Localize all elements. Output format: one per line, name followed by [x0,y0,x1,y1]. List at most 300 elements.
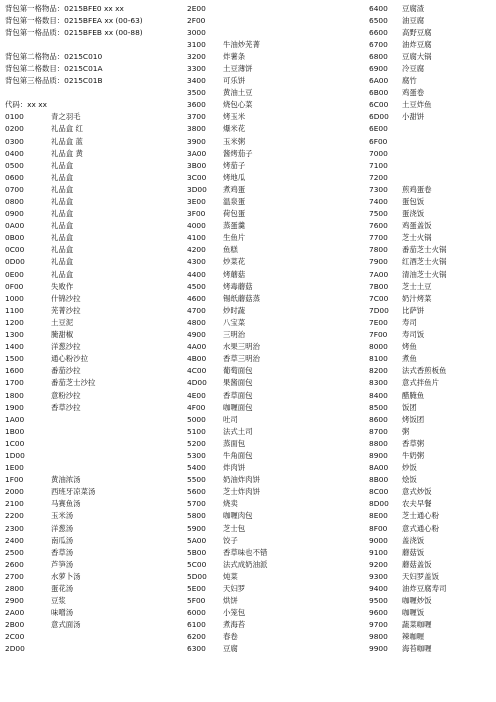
item-code: 4900 [187,330,206,340]
table-row [369,123,446,135]
item-code: 7600 [369,221,388,231]
item-code: 9400 [369,584,388,593]
item-name: 炸薯条 [223,51,246,61]
item-code: 5A00 [187,535,207,545]
item-name: 礼品盒 [51,160,74,170]
item-name: 蛋浇饭 [402,209,425,219]
item-code: 0300 [5,136,24,146]
item-name: 鸡蛋盖饭 [402,221,432,231]
item-code: 6300 [187,644,206,654]
table-row [369,160,446,172]
table-row [369,377,446,389]
item-code: 3F00 [187,209,206,219]
item-name: 荷包蛋 [223,209,246,219]
item-code: 4800 [187,317,206,327]
item-code: 0700 [5,184,24,194]
item-code: 9700 [369,620,388,630]
item-code: 2800 [5,584,24,593]
table-row [5,63,103,75]
table-row [369,293,446,305]
item-name: 黄油浓汤 [51,475,81,485]
item-code: 4E00 [187,390,206,400]
item-name: 奶油炸肉饼 [223,475,260,485]
item-code: 9300 [369,571,388,581]
item-code: 6200 [187,632,206,642]
table-row [5,293,95,305]
item-name: 炒饭 [402,463,417,473]
table-row [187,317,267,329]
item-name: 比萨饼 [402,305,425,315]
table-row [187,643,267,655]
item-code: 8200 [369,366,388,376]
item-name: 黄油土豆 [223,88,253,98]
column-1 [5,3,143,656]
table-row [187,438,267,450]
item-name: 油炸豆腐寿司 [402,584,447,593]
item-code: 9600 [369,608,388,618]
item-name: 饭团 [402,402,417,412]
item-name: 温泉蛋 [223,197,246,206]
table-row [369,184,446,196]
item-code: 2F00 [187,15,206,25]
item-name: 南瓜汤 [51,535,74,545]
item-code: 9000 [369,535,388,545]
item-name: 法式成奶油派 [223,559,268,569]
item-code: 1000 [5,293,24,303]
item-name: 小笼包 [223,608,246,618]
item-name: 礼品盒 蓝 [51,136,83,146]
item-name: 土豆炸鱼 [402,100,432,110]
table-row [187,15,267,27]
item-code: 0D00 [5,257,25,267]
table-row [187,111,267,123]
table-row [369,607,446,619]
column-2 [187,3,267,656]
item-name: 番茄芝士火锅 [402,245,447,255]
item-code: 6E00 [369,124,388,134]
table-row [187,510,267,522]
table-row [187,450,267,462]
item-name: 马赛鱼汤 [51,499,81,509]
item-code: 1900 [5,402,24,412]
item-code: 0E00 [5,269,24,279]
table-row [187,172,267,184]
item-name: 寿司 [402,317,417,327]
item-code: 1800 [5,390,24,400]
item-name: 饺子 [223,535,238,545]
table-row [369,341,446,353]
table-row [369,269,446,281]
item-name: 水萝卜汤 [51,571,81,581]
item-code: 4000 [187,221,206,231]
item-code: 5100 [187,426,206,436]
item-name: 洋葱沙拉 [51,342,81,352]
item-code: 4F00 [187,402,206,412]
table-row [187,341,267,353]
item-code: 6C00 [369,100,389,110]
table-row [369,27,446,39]
item-name: 烤玉米 [223,112,246,122]
table-row [187,571,267,583]
table-row [5,27,143,39]
item-code: 0C00 [5,245,25,255]
table-row [5,281,95,293]
item-code: 4A00 [187,342,207,352]
table-row [5,3,124,15]
table-row [369,172,446,184]
item-code: 5200 [187,438,206,448]
item-code: 2600 [5,559,24,569]
item-name: 鱼糕 [223,245,238,255]
item-code: 2500 [5,547,24,557]
table-row [187,208,267,220]
table-row [369,15,446,27]
item-name: 番茄沙拉 [51,366,81,376]
table-row [187,377,267,389]
item-name: 高野豆腐 [402,27,432,37]
item-code: 8600 [369,414,388,424]
item-name: 炖菜 [223,571,238,581]
item-code: 2A00 [5,608,25,618]
table-row [187,305,267,317]
table-row [187,148,267,160]
table-row [5,583,95,595]
item-code: 5600 [187,487,206,497]
table-row [369,196,446,208]
table-row [369,559,446,571]
table-row [5,523,95,535]
table-row [369,535,446,547]
item-code: 0200 [5,124,24,134]
item-name: 牛油炒芜菁 [223,39,260,49]
table-row [369,111,446,123]
item-name: 咖喱炒饭 [402,596,432,606]
item-code: 1500 [5,354,24,364]
item-name: 芝士包 [223,523,246,533]
table-row [187,498,267,510]
item-code: 0800 [5,197,24,206]
table-row [5,208,95,220]
item-name: 礼品盒 [51,269,74,279]
item-code: 9500 [369,596,388,606]
item-name: 锡纸蘑菇蒸 [223,293,260,303]
item-name: 生鱼片 [223,233,246,243]
item-code: 2E00 [187,3,206,13]
item-code: 1200 [5,317,24,327]
table-row [5,39,95,51]
table-row [187,595,267,607]
item-code: 7F00 [369,330,388,340]
item-code: 4100 [187,233,206,243]
item-name: 炒菜花 [223,257,246,267]
table-row [5,438,95,450]
table-row [5,123,95,135]
table-row [369,450,446,462]
item-code: 背包第二格物品：0215C010 [5,51,103,61]
item-code: 3C00 [187,172,207,182]
item-code: 6800 [369,51,388,61]
table-row [369,583,446,595]
item-code: 3900 [187,136,206,146]
table-row [5,136,95,148]
item-code: 2900 [5,596,24,606]
item-code: 4200 [187,245,206,255]
table-row [369,99,446,111]
item-name: 豆腐渣 [402,3,425,13]
item-name: 意粉沙拉 [51,390,81,400]
column-3 [369,3,446,656]
item-code: 4500 [187,281,206,291]
item-code: 代码：xx xx [5,100,48,110]
item-code: 6000 [187,608,206,618]
item-code: 2000 [5,487,24,497]
table-row [187,136,267,148]
table-row [369,571,446,583]
item-code: 3E00 [187,197,206,206]
table-row [5,15,143,27]
item-code: 0900 [5,209,24,219]
table-row [369,402,446,414]
item-code: 7500 [369,209,388,219]
item-code: 6D00 [369,112,389,122]
item-name: 烤毒蘑菇 [223,281,253,291]
item-name: 牛角面包 [223,450,253,460]
item-name: 蛋包饭 [402,197,425,206]
table-row [369,148,446,160]
table-row [369,329,446,341]
table-row [5,426,95,438]
item-code: 3B00 [187,160,207,170]
item-code: 3800 [187,124,206,134]
item-name: 煮鱼 [402,354,417,364]
table-row [369,244,446,256]
item-code: 1D00 [5,450,25,460]
item-name: 果酱面包 [223,378,253,388]
table-row [5,535,95,547]
item-name: 蒸面包 [223,438,246,448]
item-name: 礼品盒 [51,172,74,182]
item-name: 辣咖喱 [402,632,425,642]
table-row [5,341,95,353]
item-code: 7800 [369,245,388,255]
item-name: 意式拌鱼片 [402,378,439,388]
item-name: 土豆薄饼 [223,63,253,73]
table-row [187,523,267,535]
table-row [369,547,446,559]
table-row [5,643,95,655]
item-name: 味噌汤 [51,608,74,618]
item-name: 葡萄面包 [223,366,253,376]
item-code: 2300 [5,523,24,533]
item-name: 寿司饭 [402,330,425,340]
item-code: 3200 [187,51,206,61]
table-row [5,571,95,583]
table-row [5,220,95,232]
item-code: 6F00 [369,136,388,146]
item-code: 7D00 [369,305,389,315]
item-code: 6400 [369,3,388,13]
table-row [5,559,95,571]
table-row [369,595,446,607]
table-row [5,329,95,341]
item-name: 奶汁烤菜 [402,293,432,303]
item-name: 烤蘑菇 [223,269,246,279]
table-row [5,244,95,256]
item-code: 1600 [5,366,24,376]
item-code: 5900 [187,523,206,533]
table-row [369,136,446,148]
table-row [369,462,446,474]
item-name: 礼品盒 [51,197,74,206]
item-name: 腐竹 [402,76,417,86]
item-name: 农夫早餐 [402,499,432,509]
item-code: 5E00 [187,584,206,593]
item-name: 香草沙拉 [51,402,81,412]
table-row [187,232,267,244]
item-name: 礼品盒 [51,245,74,255]
item-code: 背包第一格物品：0215BFE0 xx xx [5,3,124,13]
table-row [369,232,446,244]
item-name: 法式香煎板鱼 [402,366,447,376]
item-name: 冷豆腐 [402,63,425,73]
table-row [5,402,95,414]
item-name: 天妇罗 [223,584,246,593]
item-name: 香草面包 [223,390,253,400]
item-code: 4B00 [187,354,207,364]
item-code: 7900 [369,257,388,267]
table-row [187,269,267,281]
table-row [5,498,95,510]
item-name: 芜菁沙拉 [51,305,81,315]
table-row [5,111,95,123]
table-row [187,75,267,87]
item-name: 炒时蔬 [223,305,246,315]
item-name: 红酒芝士火锅 [402,257,447,267]
item-name: 失败作 [51,281,74,291]
item-name: 意式炒饭 [402,487,432,497]
item-name: 醋腌鱼 [402,390,425,400]
item-name: 烘饼 [223,596,238,606]
item-code: 2700 [5,571,24,581]
item-code: 9200 [369,559,388,569]
item-name: 咖喱肉包 [223,511,253,521]
table-row [187,3,267,15]
item-code: 1C00 [5,438,25,448]
item-name: 法式土司 [223,426,253,436]
table-row [369,426,446,438]
item-code: 8E00 [369,511,388,521]
table-row [187,63,267,75]
item-name: 海苔咖喱 [402,644,432,654]
item-name: 烩饭 [402,475,417,485]
item-name: 芝士炸肉饼 [223,487,260,497]
item-name: 盖浇饭 [402,535,425,545]
item-code: 2D00 [5,644,25,654]
item-name: 土豆泥 [51,317,74,327]
item-code: 3A00 [187,148,207,158]
item-name: 天妇罗盖饭 [402,571,439,581]
item-code: 5F00 [187,596,206,606]
item-code: 5C00 [187,559,207,569]
table-row [187,184,267,196]
item-name: 咖喱饭 [402,608,425,618]
item-code: 2C00 [5,632,25,642]
item-name: 礼品盒 [51,209,74,219]
table-row [5,619,95,631]
item-code: 7700 [369,233,388,243]
table-row [369,486,446,498]
item-name: 鸡蛋卷 [402,88,425,98]
table-row [5,486,95,498]
item-code: 1700 [5,378,24,388]
item-code: 1F00 [5,475,24,485]
item-name: 八宝菜 [223,317,246,327]
table-row [369,619,446,631]
table-row [5,305,95,317]
item-name: 意式面汤 [51,620,81,630]
item-name: 香草汤 [51,547,74,557]
item-name: 礼品盒 [51,184,74,194]
item-name: 粥 [402,426,410,436]
item-code: 6600 [369,27,388,37]
item-name: 芝士土豆 [402,281,432,291]
table-row [187,87,267,99]
item-name: 豆浆 [51,596,66,606]
item-name: 什锦沙拉 [51,293,81,303]
item-name: 小甜饼 [402,112,425,122]
item-name: 牛奶粥 [402,450,425,460]
item-name: 蘑菇饭 [402,547,425,557]
item-code: 6A00 [369,76,389,86]
item-code: 3400 [187,76,206,86]
item-name: 番茄芝士沙拉 [51,378,96,388]
item-code: 8800 [369,438,388,448]
item-code: 5B00 [187,547,207,557]
table-row [5,474,95,486]
item-name: 芝士通心粉 [402,511,439,521]
item-code: 5000 [187,414,206,424]
item-code: 3700 [187,112,206,122]
table-row [187,414,267,426]
item-name: 蔬菜咖喱 [402,620,432,630]
item-name: 通心粉沙拉 [51,354,88,364]
item-name: 西班牙凉菜汤 [51,487,96,497]
item-code: 7300 [369,184,388,194]
item-code: 3100 [187,39,206,49]
item-code: 4D00 [187,378,207,388]
table-row [187,256,267,268]
item-name: 芝士火锅 [402,233,432,243]
table-row [187,535,267,547]
table-row [5,510,95,522]
table-row [5,631,95,643]
table-row [187,390,267,402]
item-code: 0A00 [5,221,25,231]
table-row [187,99,267,111]
table-row [369,208,446,220]
table-row [187,244,267,256]
table-row [187,220,267,232]
item-name: 蒸蛋羹 [223,221,246,231]
item-name: 水果三明治 [223,342,260,352]
item-code: 背包第二格数目：0215C01A [5,63,103,73]
table-row [187,160,267,172]
item-name: 青之羽毛 [51,112,81,122]
item-code: 8000 [369,342,388,352]
table-row [187,281,267,293]
table-row [369,474,446,486]
item-code: 8B00 [369,475,389,485]
